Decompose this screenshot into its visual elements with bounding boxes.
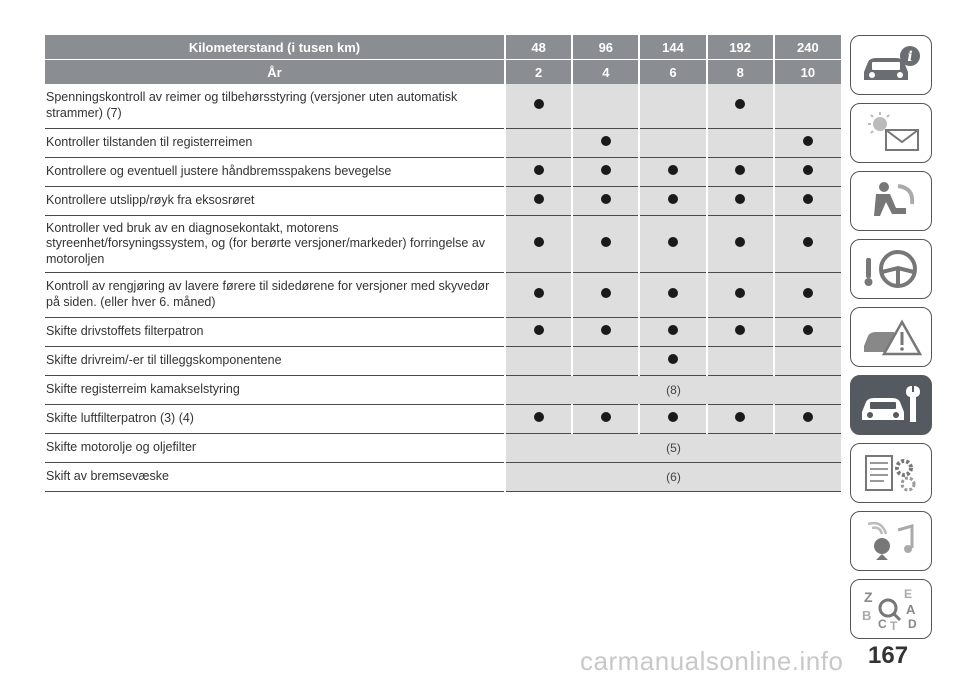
service-dot (735, 325, 745, 335)
row-description: Skifte registerreim kamakselstyring (45, 376, 505, 405)
car-maintenance-icon (858, 382, 924, 428)
row-description: Skifte motorolje og oljefilter (45, 434, 505, 463)
interval-cell (639, 216, 706, 273)
tab-multimedia[interactable] (850, 511, 932, 571)
service-dot (668, 288, 678, 298)
emergency-warning-icon (858, 314, 924, 360)
service-dot (534, 194, 544, 204)
interval-cell (774, 129, 841, 158)
row-description: Skifte luftfilterpatron (3) (4) (45, 405, 505, 434)
service-dot (601, 165, 611, 175)
interval-cell (505, 216, 572, 273)
interval-cell (505, 187, 572, 216)
technical-data-icon (858, 450, 924, 496)
interval-cell (707, 84, 774, 129)
svg-text:E: E (904, 587, 913, 601)
service-dot (668, 237, 678, 247)
table-row (45, 84, 841, 129)
service-dot (601, 136, 611, 146)
table-row (45, 376, 841, 405)
svg-text:Z: Z (864, 589, 873, 605)
interval-cell (774, 187, 841, 216)
tab-maintenance[interactable] (850, 375, 932, 435)
interval-cell (774, 158, 841, 187)
row-description: Skifte drivreim/-er til tilleggskomponentene (45, 347, 505, 376)
watermark: carmanualsonline.info (580, 646, 844, 676)
interval-cell (707, 187, 774, 216)
interval-cell (572, 158, 639, 187)
service-dot (601, 412, 611, 422)
row-description: Kontrollere og eventuell justere håndbremsspakens bevegelse (45, 158, 505, 187)
page-number: 167 (868, 642, 909, 669)
header-year-label: År (45, 60, 505, 85)
maintenance-table-container (45, 35, 841, 492)
service-dot (735, 194, 745, 204)
service-dot (735, 412, 745, 422)
interval-cell (639, 187, 706, 216)
table-row (45, 463, 841, 492)
service-dot (735, 288, 745, 298)
car-info-icon (858, 42, 924, 88)
service-dot (534, 165, 544, 175)
interval-cell (774, 347, 841, 376)
row-description: Kontroller ved bruk av en diagnosekontakt, motorens styreenhet/forsyningssystem, og (for berørte versjoner/markeder) forringelse av motoroljen (45, 216, 505, 273)
header-km-value: 192 (707, 35, 774, 60)
alphabetical-index-icon (858, 586, 924, 632)
svg-text:i: i (907, 49, 913, 65)
header-km-value: 240 (774, 35, 841, 60)
safety-airbag-icon (858, 178, 924, 224)
service-dot (735, 165, 745, 175)
service-dot (803, 325, 813, 335)
svg-text:C: C (878, 617, 887, 631)
svg-text:D: D (908, 617, 917, 631)
service-dot (601, 325, 611, 335)
service-dot (803, 136, 813, 146)
tab-technical-data[interactable] (850, 443, 932, 503)
interval-cell (639, 158, 706, 187)
tab-safety[interactable] (850, 171, 932, 231)
svg-text:B: B (862, 608, 872, 623)
service-dot (803, 237, 813, 247)
interval-cell (639, 405, 706, 434)
interval-cell (707, 405, 774, 434)
interval-cell (707, 129, 774, 158)
table-row (45, 216, 841, 273)
tab-index[interactable] (850, 579, 932, 639)
service-dot (534, 288, 544, 298)
service-dot (601, 237, 611, 247)
interval-cell (707, 158, 774, 187)
steering-key-icon (858, 246, 924, 292)
interval-cell (639, 273, 706, 318)
header-km-label: Kilometerstand (i tusen km) (45, 35, 505, 60)
service-dot (601, 288, 611, 298)
header-year-value: 6 (639, 60, 706, 85)
service-dot (668, 194, 678, 204)
interval-cell (707, 347, 774, 376)
row-description: Kontroll av rengjøring av lavere førere til sidedørene for versjoner med skyvedør på siden. (eller hver 6. måned) (45, 273, 505, 318)
interval-cell (707, 318, 774, 347)
header-km-value: 48 (505, 35, 572, 60)
table-row (45, 347, 841, 376)
interval-cell (572, 216, 639, 273)
interval-cell (774, 84, 841, 129)
interval-cell (505, 129, 572, 158)
interval-cell (505, 84, 572, 129)
service-dot (601, 194, 611, 204)
row-description: Skift av bremsevæske (45, 463, 505, 492)
header-year-value: 8 (707, 60, 774, 85)
row-note: (5) (505, 434, 841, 463)
service-dot (668, 354, 678, 364)
service-dot (534, 99, 544, 109)
interval-cell (505, 273, 572, 318)
interval-cell (572, 347, 639, 376)
row-description: Skifte drivstoffets filterpatron (45, 318, 505, 347)
svg-text:A: A (906, 602, 916, 617)
table-row (45, 158, 841, 187)
table-row (45, 187, 841, 216)
header-km-row (45, 35, 841, 60)
interval-cell (774, 405, 841, 434)
service-dot (668, 412, 678, 422)
interval-cell (639, 347, 706, 376)
interval-cell (774, 318, 841, 347)
interval-cell (639, 84, 706, 129)
interval-cell (572, 405, 639, 434)
service-dot (803, 412, 813, 422)
multimedia-icon (858, 518, 924, 564)
row-description: Spenningskontroll av reimer og tilbehørsstyring (versjoner uten automatisk strammer) (7) (45, 84, 505, 129)
interval-cell (572, 84, 639, 129)
maintenance-schedule-table (45, 35, 841, 492)
table-row (45, 318, 841, 347)
interval-cell (707, 273, 774, 318)
interval-cell (639, 318, 706, 347)
interval-cell (505, 158, 572, 187)
service-dot (668, 325, 678, 335)
table-row (45, 273, 841, 318)
tab-emergency[interactable] (850, 307, 932, 367)
service-dot (534, 237, 544, 247)
interval-cell (774, 216, 841, 273)
service-dot (803, 165, 813, 175)
header-year-value: 10 (774, 60, 841, 85)
service-dot (534, 412, 544, 422)
header-year-value: 2 (505, 60, 572, 85)
interval-cell (572, 187, 639, 216)
interval-cell (572, 129, 639, 158)
table-row (45, 405, 841, 434)
interval-cell (774, 273, 841, 318)
interval-cell (572, 318, 639, 347)
table-body (45, 84, 841, 492)
tab-dashboard-lights[interactable] (850, 103, 932, 163)
service-dot (668, 165, 678, 175)
service-dot (803, 288, 813, 298)
tab-starting-driving[interactable] (850, 239, 932, 299)
interval-cell (572, 273, 639, 318)
service-dot (735, 99, 745, 109)
tab-car-info[interactable] (850, 35, 932, 95)
service-dot (803, 194, 813, 204)
service-dot (735, 237, 745, 247)
row-description: Kontroller tilstanden til registerreimen (45, 129, 505, 158)
interval-cell (505, 347, 572, 376)
chapter-sidebar (850, 35, 932, 647)
svg-text:T: T (890, 619, 898, 632)
header-year-value: 4 (572, 60, 639, 85)
row-description: Kontrollere utslipp/røyk fra eksosrøret (45, 187, 505, 216)
table-row (45, 434, 841, 463)
row-note: (8) (505, 376, 841, 405)
interval-cell (707, 216, 774, 273)
row-note: (6) (505, 463, 841, 492)
dashboard-lights-icon (858, 110, 924, 156)
header-km-value: 144 (639, 35, 706, 60)
header-year-row (45, 60, 841, 85)
interval-cell (639, 129, 706, 158)
header-km-value: 96 (572, 35, 639, 60)
table-row (45, 129, 841, 158)
interval-cell (505, 405, 572, 434)
service-dot (534, 325, 544, 335)
interval-cell (505, 318, 572, 347)
